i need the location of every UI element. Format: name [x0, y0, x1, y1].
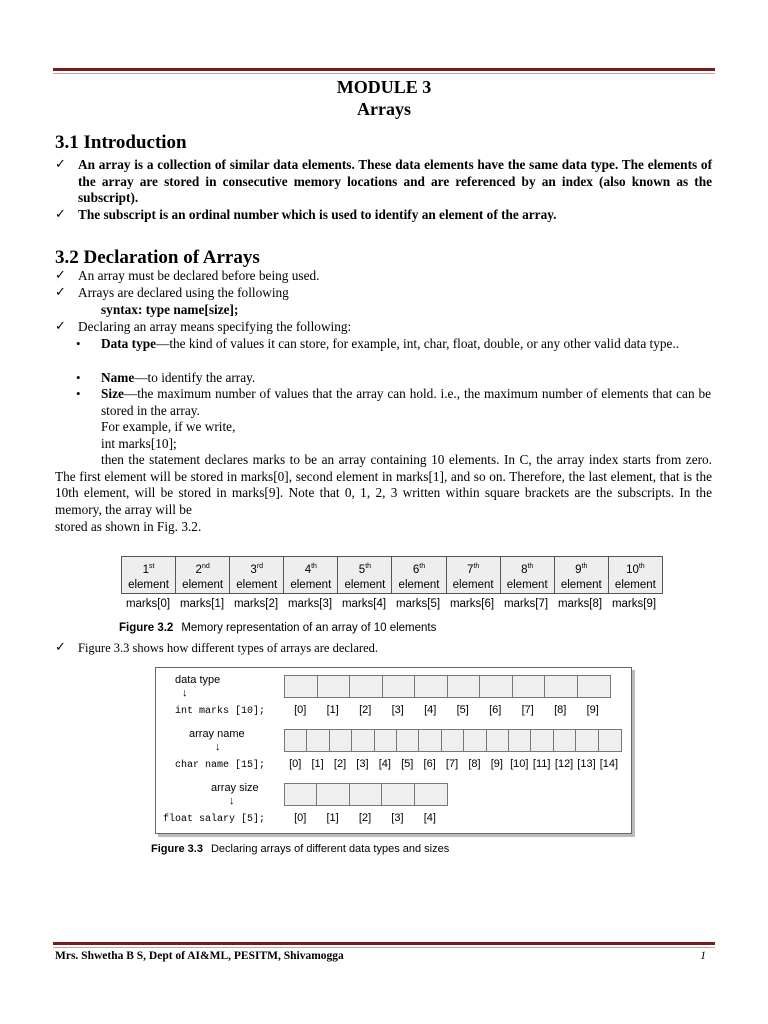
cell-ordinal-suffix: st [149, 563, 155, 570]
cell-ordinal-suffix: th [527, 563, 534, 570]
array-boxes-name [284, 729, 622, 752]
footer-rule-thin [53, 947, 715, 948]
decl-int-marks: int marks [10]; [175, 706, 266, 717]
size-term: Size [101, 386, 124, 401]
bullet-dot: • [76, 336, 81, 351]
cell-element-word: element [128, 578, 169, 591]
caption-text: Memory representation of an array of 10 elements [181, 622, 437, 634]
datatype-desc: —the kind of values it can store, for example, int, char, float, double, or any other valid data type.. [156, 336, 680, 351]
array-index-label: [4] [423, 812, 436, 824]
size-desc: —the maximum number of values that the array can hold. i.e., the maximum number of elements that can be stored in the array. [101, 386, 711, 418]
figure-3-3-caption [151, 843, 449, 855]
array-boxes-marks [284, 675, 611, 698]
figure-3-3-intro: Figure 3.3 shows how different types of arrays are declared. [78, 641, 379, 655]
name-term: Name [101, 370, 135, 385]
array-index-label: [9] [490, 758, 503, 770]
array-index-label: [3] [391, 704, 404, 716]
array-cell [609, 557, 662, 593]
array-index-label: marks[3] [287, 598, 333, 610]
decl-char-name: char name [15]; [175, 760, 266, 771]
array-index-label: [12] [554, 758, 574, 770]
cell-element-word: element [344, 578, 386, 591]
figure-3-2-indices [121, 598, 661, 610]
decl-bullet-1: An array must be declared before being used. [78, 268, 320, 283]
syntax-line: syntax: type name[size]; [101, 302, 239, 317]
arrow-down-icon: ↓ [229, 795, 235, 807]
header-rule-thin [53, 73, 715, 74]
cell-element-word: element [236, 578, 278, 591]
array-index-label: marks[6] [449, 598, 495, 610]
cell-ordinal: 10 [626, 563, 639, 576]
bullet-dot: • [76, 386, 81, 401]
array-index-label: [2] [333, 758, 347, 770]
array-index-label: [9] [586, 704, 599, 716]
array-boxes-salary [284, 783, 448, 806]
array-cell [176, 557, 230, 593]
array-cell [447, 557, 501, 593]
cell-ordinal: 6 [412, 563, 420, 576]
datatype-term: Data type [101, 336, 157, 351]
array-box [285, 730, 307, 751]
check-icon: ✓ [55, 156, 66, 171]
array-box [599, 730, 621, 751]
check-icon: ✓ [55, 639, 66, 654]
label-data-type: data type [175, 674, 221, 686]
example-code: int marks[10]; [101, 436, 177, 451]
array-box [397, 730, 419, 751]
array-cell [122, 557, 176, 593]
array-box [318, 676, 351, 697]
array-indices-salary [284, 812, 446, 824]
figure-3-2-array-cells [121, 556, 663, 594]
array-box [578, 676, 611, 697]
array-index-label: [2] [358, 812, 372, 824]
array-index-label: [0] [289, 758, 302, 770]
cell-element-word: element [506, 578, 548, 591]
cell-ordinal: 4 [304, 563, 312, 576]
array-indices-marks [284, 704, 609, 716]
array-index-label: [14] [599, 758, 619, 770]
array-index-label: [6] [489, 704, 502, 716]
array-box [487, 730, 509, 751]
intro-bullet-1: An array is a collection of similar data elements. These data elements have the same data type. The elements of the array are stored in consecutive memory locations and are referenced by an index (also known as the subscript). [78, 157, 712, 205]
check-icon: ✓ [55, 206, 66, 221]
cell-ordinal-suffix: nd [201, 563, 210, 570]
array-index-label: marks[7] [503, 598, 549, 610]
array-index-label: [7] [521, 704, 534, 716]
arrow-down-icon: ↓ [215, 741, 221, 753]
cell-ordinal: 8 [521, 563, 528, 576]
label-array-size: array size [211, 782, 259, 794]
example-intro: For example, if we write, [101, 419, 236, 434]
array-box [382, 784, 414, 805]
array-box [531, 730, 553, 751]
cell-ordinal-suffix: th [365, 563, 372, 570]
array-index-label: [1] [326, 704, 339, 716]
cell-ordinal: 3 [250, 563, 257, 576]
arrow-down-icon: ↓ [182, 687, 188, 699]
array-index-label: marks[1] [179, 598, 225, 610]
array-box [352, 730, 374, 751]
cell-ordinal-suffix: th [419, 563, 426, 570]
array-box [448, 676, 481, 697]
cell-ordinal-suffix: th [311, 563, 317, 570]
section-heading-declaration: 3.2 Declaration of Arrays [55, 247, 260, 268]
array-box [330, 730, 352, 751]
array-cell [501, 557, 555, 593]
decl-bullet-3: Declaring an array means specifying the following: [78, 319, 352, 334]
page-number: 1 [700, 950, 706, 962]
datatype-item [101, 336, 711, 353]
array-box [419, 730, 441, 751]
figure-3-3 [155, 667, 632, 834]
array-index-label: [3] [356, 758, 369, 770]
name-item [101, 370, 255, 387]
array-indices-name [284, 758, 620, 770]
cell-element-word: element [182, 578, 224, 591]
array-box [350, 784, 382, 805]
array-box [415, 784, 447, 805]
footer-rule [53, 942, 715, 945]
decl-float-salary: float salary [5]; [163, 814, 266, 825]
array-box [545, 676, 578, 697]
figure-3-2-caption [119, 622, 436, 634]
array-box [307, 730, 329, 751]
array-box [285, 676, 318, 697]
cell-element-word: element [290, 578, 332, 591]
cell-element-word: element [398, 578, 440, 591]
array-index-label: [2] [359, 704, 372, 716]
array-index-label: [13] [577, 758, 596, 770]
array-box [383, 676, 416, 697]
size-item [101, 386, 711, 419]
cell-ordinal-suffix: th [473, 563, 480, 570]
cell-ordinal: 9 [575, 563, 582, 576]
header-rule [53, 68, 715, 71]
array-index-label: [8] [554, 704, 567, 716]
array-cell [284, 557, 338, 593]
caption-label: Figure 3.2 [119, 622, 174, 634]
module-heading: MODULE 3 [336, 77, 432, 97]
array-index-label: [4] [378, 758, 391, 770]
cell-ordinal: 5 [358, 563, 366, 576]
array-index-label: [11] [532, 758, 551, 770]
array-box [317, 784, 349, 805]
array-index-label: marks[5] [395, 598, 441, 610]
array-box [350, 676, 383, 697]
caption-text: Declaring arrays of different data types and sizes [210, 843, 450, 855]
array-cell [230, 557, 284, 593]
array-cell [338, 557, 392, 593]
array-index-label: [5] [456, 704, 469, 716]
bullet-dot: • [76, 370, 81, 385]
array-box [509, 730, 531, 751]
array-index-label: [1] [311, 758, 324, 770]
array-index-label: [0] [294, 704, 307, 716]
cell-element-word: element [560, 578, 602, 591]
array-index-label: marks[4] [341, 598, 387, 610]
caption-label: Figure 3.3 [151, 843, 203, 855]
decl-bullet-2: Arrays are declared using the following [78, 285, 289, 300]
array-box [513, 676, 546, 697]
explanation-paragraph: then the statement declares marks to be an array containing 10 elements. In C, the array index starts from zero. The first element will be stored in marks[0], second element in marks[1], and so on. Therefore, the last element, that is the 10th element, will be stored in marks[9]. Note that 0, 1, 2, 3 written within square brackets are the subscripts. In the memory, the array will be [55, 452, 712, 517]
name-desc: —to identify the array. [134, 370, 256, 385]
label-array-name: array name [189, 728, 245, 740]
array-box [480, 676, 513, 697]
array-index-label: [6] [423, 758, 436, 770]
cell-ordinal: 7 [466, 563, 474, 576]
check-icon: ✓ [55, 267, 66, 282]
cell-ordinal-suffix: th [638, 563, 645, 570]
array-index-label: [8] [468, 758, 481, 770]
cell-element-word: element [452, 578, 494, 591]
array-index-label: [1] [326, 812, 339, 824]
check-icon: ✓ [55, 318, 66, 333]
array-index-label: [5] [401, 758, 414, 770]
array-index-label: [3] [391, 812, 404, 824]
array-cell [555, 557, 609, 593]
array-box [415, 676, 448, 697]
array-index-label: [4] [424, 704, 437, 716]
array-box [554, 730, 576, 751]
array-index-label: [10] [510, 758, 529, 770]
cell-element-word: element [614, 578, 656, 591]
array-box [442, 730, 464, 751]
array-box [375, 730, 397, 751]
check-icon: ✓ [55, 284, 66, 299]
array-cell [392, 557, 446, 593]
cell-ordinal-suffix: rd [256, 563, 264, 570]
footer-author: Mrs. Shwetha B S, Dept of AI&ML, PESITM, Shivamogga [55, 950, 344, 962]
array-index-label: marks[9] [611, 598, 657, 610]
array-index-label: marks[2] [233, 598, 279, 610]
array-box [464, 730, 486, 751]
array-index-label: [0] [294, 812, 307, 824]
array-box [576, 730, 598, 751]
intro-bullet-2: The subscript is an ordinal number which is used to identify an element of the array. [78, 207, 557, 222]
cell-ordinal: 2 [195, 563, 202, 576]
array-index-label: [7] [445, 758, 459, 770]
section-heading-intro: 3.1 Introduction [55, 132, 187, 153]
cell-ordinal-suffix: th [581, 563, 588, 570]
cell-ordinal: 1 [142, 563, 150, 576]
explanation-end: stored as shown in Fig. 3.2. [55, 519, 202, 534]
page-title: Arrays [357, 99, 411, 119]
array-index-label: marks[0] [125, 598, 171, 610]
array-index-label: marks[8] [557, 598, 603, 610]
array-box [285, 784, 317, 805]
